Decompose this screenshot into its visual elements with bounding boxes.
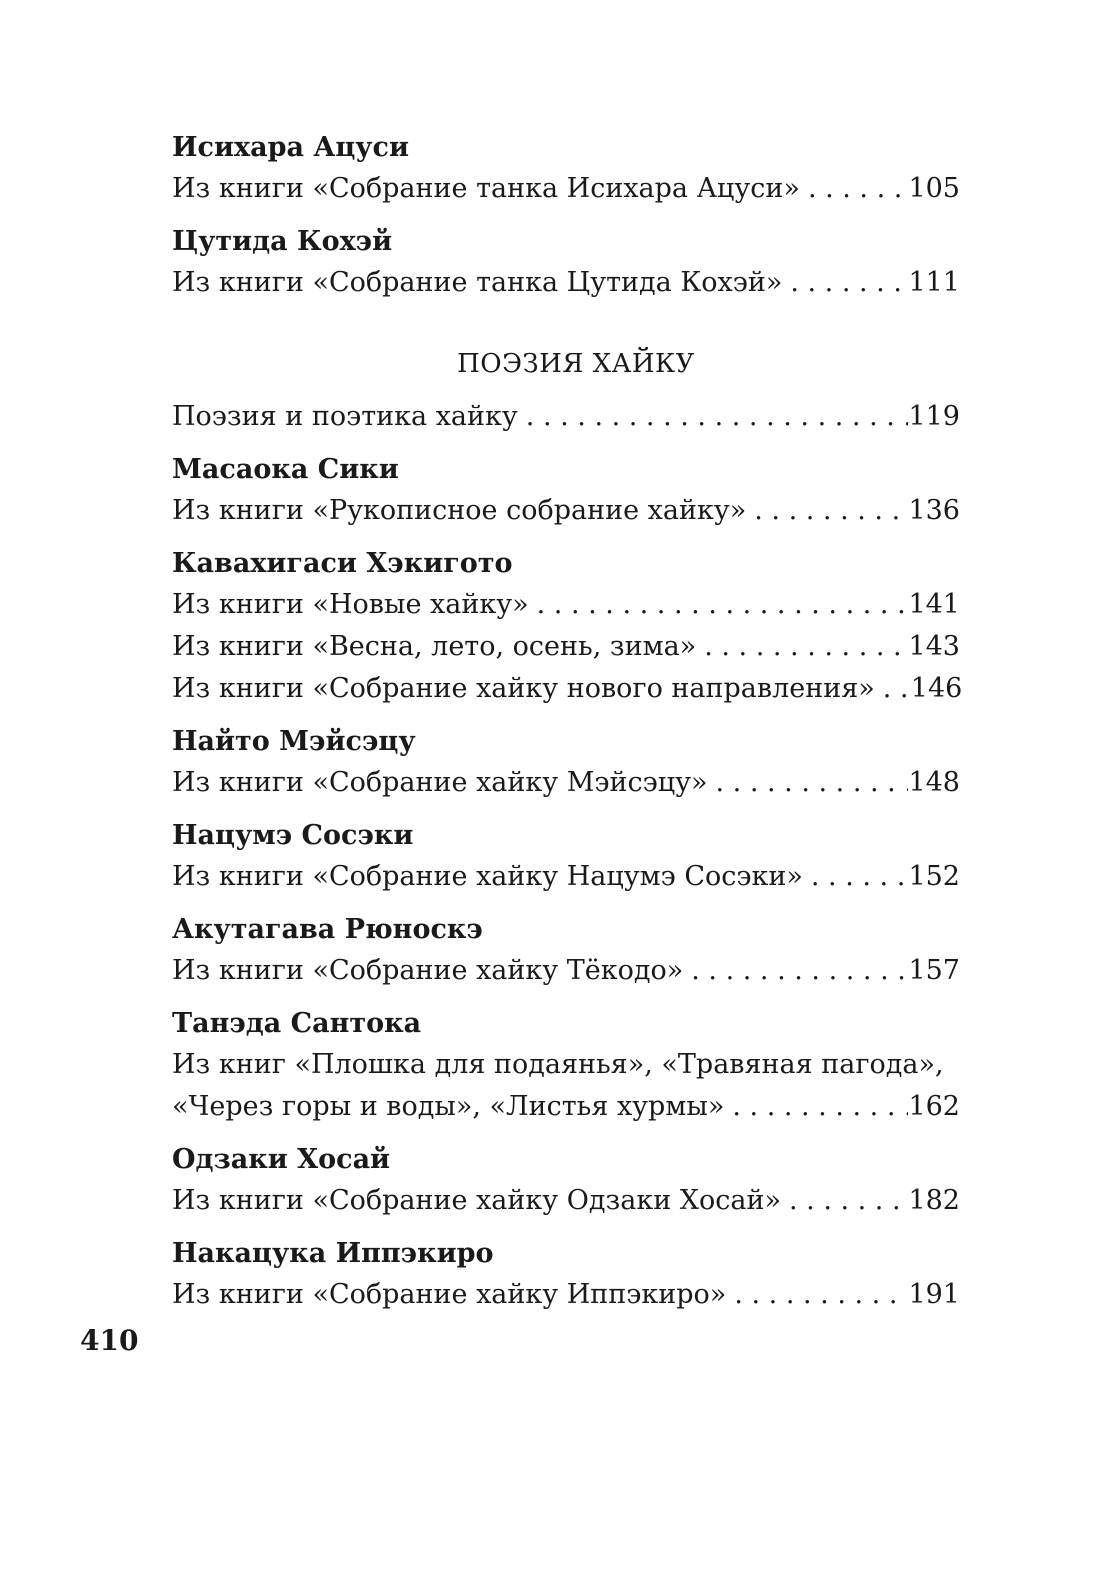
toc-entry-page: 141: [908, 589, 960, 620]
dot-leader: [875, 668, 911, 710]
toc-author: Танэда Сантока: [172, 1008, 422, 1039]
toc-entry-title: Из книги «Рукописное собрание хайку»: [172, 490, 746, 532]
toc-entry-title: Поэзия и поэтика хайку: [172, 396, 518, 438]
toc-entry-title: Из книги «Собрание хайку Тёкодо»: [172, 950, 683, 992]
toc-entry-page: 136: [908, 495, 960, 526]
toc-author: Кавахигаси Хэкигото: [172, 548, 513, 579]
dot-leader: [746, 490, 908, 532]
toc-author: Одзаки Хосай: [172, 1144, 391, 1175]
toc-entry-title: Из книги «Собрание хайку Иппэкиро»: [172, 1274, 726, 1316]
toc-entry[interactable]: [172, 584, 960, 626]
dot-leader: [696, 626, 908, 668]
toc-entry[interactable]: [172, 396, 960, 438]
toc-entry[interactable]: [172, 856, 960, 898]
page-number: 410: [80, 1324, 139, 1357]
section-title: ПОЭЗИЯ ХАЙКУ: [457, 349, 695, 379]
toc-entry-page: 148: [908, 767, 960, 798]
toc-entry-page: 146: [910, 673, 963, 704]
dot-leader: [803, 856, 909, 898]
toc-entry-title: Из книги «Собрание хайку нового направления»: [172, 668, 875, 710]
toc-entry-title: Из книги «Собрание хайку Нацумэ Сосэки»: [172, 856, 803, 898]
toc-entry[interactable]: [172, 950, 960, 992]
toc-entry-page: 119: [908, 401, 960, 432]
dot-leader: [800, 168, 909, 210]
toc-entry[interactable]: [172, 668, 963, 710]
toc-entry[interactable]: [172, 490, 960, 532]
toc-entry-title: «Через горы и воды», «Листья хурмы»: [172, 1086, 724, 1128]
toc-author: Исихара Ацуси: [172, 132, 410, 163]
dot-leader: [683, 950, 908, 992]
toc-entry-title: Из книги «Собрание танка Цутида Кохэй»: [172, 262, 782, 304]
toc-author: Накацука Иппэкиро: [172, 1238, 494, 1269]
toc-entry-title: Из книги «Собрание хайку Мэйсэцу»: [172, 762, 708, 804]
toc-entry-page: 105: [908, 173, 960, 204]
toc-entry-title: Из книги «Новые хайку»: [172, 584, 529, 626]
dot-leader: [529, 584, 909, 626]
toc-entry[interactable]: [172, 1180, 960, 1222]
toc-author: Акутагава Рюноскэ: [172, 914, 483, 945]
toc-entry-page: 157: [908, 955, 960, 986]
toc-author: Цутида Кохэй: [172, 226, 393, 257]
table-of-contents: [172, 128, 963, 1316]
dot-leader: [782, 262, 908, 304]
toc-author: Масаока Сики: [172, 454, 399, 485]
toc-entry-page: 182: [908, 1185, 960, 1216]
toc-author: Нацумэ Сосэки: [172, 820, 414, 851]
dot-leader: [726, 1274, 908, 1316]
toc-entry[interactable]: [172, 168, 960, 210]
dot-leader: [724, 1086, 908, 1128]
toc-entry[interactable]: [172, 626, 960, 668]
toc-entry-page: 143: [908, 631, 960, 662]
dot-leader: [518, 396, 909, 438]
dot-leader: [708, 762, 909, 804]
toc-entry-page: 191: [908, 1279, 960, 1310]
toc-entry-title: Из книги «Собрание хайку Одзаки Хосай»: [172, 1180, 781, 1222]
toc-entry-title: Из книги «Весна, лето, осень, зима»: [172, 626, 696, 668]
toc-entry[interactable]: [172, 1086, 960, 1128]
dot-leader: [781, 1180, 908, 1222]
toc-entry-title-line: Из книг «Плошка для подаянья», «Травяная пагода»,: [172, 1049, 944, 1080]
toc-entry-page: 162: [908, 1091, 960, 1122]
toc-author: Найто Мэйсэцу: [172, 726, 416, 757]
toc-entry-title: Из книги «Собрание танка Исихара Ацуси»: [172, 168, 800, 210]
toc-entry[interactable]: [172, 262, 960, 304]
toc-entry-page: 152: [908, 861, 960, 892]
toc-entry[interactable]: [172, 1274, 960, 1316]
toc-entry[interactable]: [172, 762, 960, 804]
toc-entry-page: 111: [908, 267, 960, 298]
